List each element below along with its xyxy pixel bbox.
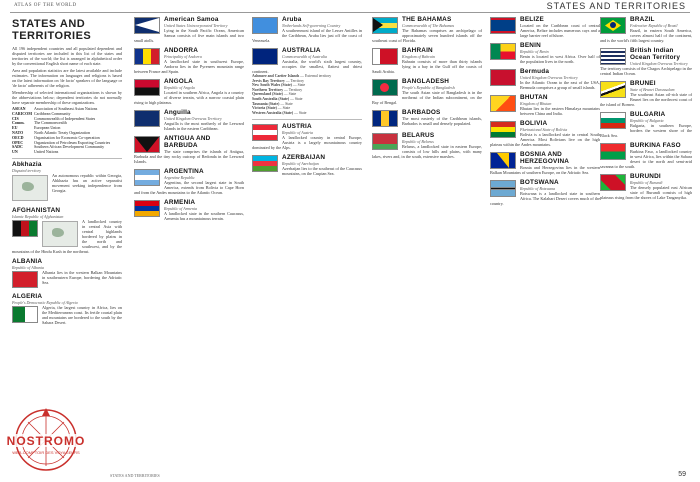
abbr-row: SADC Southern African Development Community xyxy=(12,144,105,150)
entry-australia xyxy=(252,47,362,115)
entry-text: Brazil, in eastern South America, covers almost half of the continent, and is the world's fifth largest country. xyxy=(600,28,692,43)
entry-title: ANGOLA xyxy=(164,78,193,85)
entry-subtitle: Plurinational State of Bolivia xyxy=(520,127,568,132)
entry-title: ALBANIA xyxy=(12,258,43,266)
entry-text: Located on the Caribbean coast of central America, Belize includes numerous cays and a large barrier reef offshore. xyxy=(520,23,600,38)
entry-text: Botswana is a landlocked state in southern Africa. The Kalahari Desert covers much of the country. xyxy=(490,191,600,206)
entry-title: BRUNEI xyxy=(630,80,656,87)
entry-title: AFGHANISTAN xyxy=(12,207,61,215)
entry-title: BHUTAN xyxy=(520,94,548,101)
entry-title: BELIZE xyxy=(520,16,544,23)
entry-andorra xyxy=(134,47,244,74)
flag-anguilla xyxy=(134,110,160,127)
entry-text: The southeast Asian oil-rich state of Brunei lies on the northwest coast of the island of Borneo. xyxy=(600,92,692,107)
flag-bosnia xyxy=(490,152,516,169)
entry-subtitle: Republic of Albania xyxy=(12,265,44,271)
entry-text: Bosnia and Herzegovina lies in the western Balkan Mountains of southern Europe, on the Adriatic Sea. xyxy=(490,165,600,175)
entry-subtitle: Republic of Benin xyxy=(520,49,549,54)
flag-bangladesh xyxy=(372,79,398,96)
entry-subtitle: Islamic Republic of Afghanistan xyxy=(12,214,64,220)
entry-title: BARBADOS xyxy=(402,109,441,116)
abbr-row: CIS Commonwealth of Independent States xyxy=(12,115,96,121)
entry-abkhazia xyxy=(12,161,122,203)
entry-brazil xyxy=(600,16,692,43)
entry-subtitle: Netherlands Self-governing Country xyxy=(282,23,341,28)
entry-subtitle: People's Republic of Bangladesh xyxy=(402,85,455,90)
abbr-row: CARICOM Caribbean Community xyxy=(12,110,71,116)
flag-american-samoa xyxy=(134,17,160,34)
entry-title: BOTSWANA xyxy=(520,179,559,186)
entry-title: ARGENTINA xyxy=(164,168,204,175)
entry-subtitle: Republic of Austria xyxy=(282,129,314,135)
entry-text: Algeria, the largest country in Africa, lies on the Mediterranean coast. Its fertile coastal plain and mountains are bordered to the south by the Sahara Desert. xyxy=(42,305,122,326)
flag-aruba xyxy=(252,17,278,34)
entry-bolivia xyxy=(490,120,600,147)
entry-text: Lying in the South Pacific Ocean, American Samoa consists of five main islands and two small atolls. xyxy=(134,28,244,43)
abbr-row: Comm. The Commonwealth xyxy=(12,120,67,126)
territory-row: Jervis Bay Territory — Territory xyxy=(252,78,304,83)
entry-azerbaijan xyxy=(252,154,362,176)
entry-subtitle: Kingdom of Bhutan xyxy=(520,101,552,106)
entry-text: Argentina, the second largest state in South America, extends from Bolivia to Cape Horn and from the Andes mountains to the Atlantic Ocean. xyxy=(134,180,244,195)
entry-subtitle: State of Brunei Darussalam xyxy=(630,87,675,92)
column-4 xyxy=(372,16,482,471)
territory-row: Ashmore and Cartier Islands — External territory xyxy=(252,74,332,78)
entry-text: The state comprises the islands of Antigua, Barbuda and the tiny rocky outcrop of Redonda in the Leeward Islands. xyxy=(134,149,244,164)
entry-text: A landlocked country in central Asia with central highlands bordered by plains in the north and southwest, and by the mountains of the Hindu Kush in the northeast. xyxy=(12,219,122,255)
entry-title: AUSTRALIA xyxy=(282,47,321,54)
entry-bahrain xyxy=(372,47,482,74)
abbr-row: ASEAN Association of Southeast Asian Nations xyxy=(12,106,98,111)
running-title: ATLAS OF THE WORLD xyxy=(14,3,77,8)
flag-bermuda xyxy=(490,69,516,86)
entry-title: ALGERIA xyxy=(12,293,43,301)
entry-text: Benin is located in west Africa. Over half of the population lives in the north. xyxy=(520,54,600,64)
entry-title: ANTIGUA AND BARBUDA xyxy=(164,135,211,149)
entry-text: Belarus, a landlocked state in eastern Europe, consists of low hills and plains, with many lakes, rivers and, in the south, extensive marshes. xyxy=(372,144,482,159)
intro-paragraph: Membership of selected international organizations is shown by the abbreviations below; dependent territories do not normally have separate membership of these organizations. xyxy=(12,90,122,105)
intro-paragraph: Area and population statistics are the latest available and include estimates. The information on languages and religions is based on the latest information on 'de facto' speakers of the language or 'de facto' adherents of the religion. xyxy=(12,68,122,88)
entry-text: Bahrain consists of more than thirty islands lying in a bay in the Gulf off the coasts of Saudi Arabia. xyxy=(372,59,482,74)
entry-subtitle: Kingdom of Bahrain xyxy=(402,54,435,59)
entry-title: British Indian Ocean Territory xyxy=(630,47,681,61)
column-5 xyxy=(490,16,600,471)
entry-benin xyxy=(490,42,600,64)
territory-row: Northern Territory — Territory xyxy=(252,87,303,92)
entry-bosnia xyxy=(490,151,600,175)
abbr-row: OECD Organisation for Economic Co-operation xyxy=(12,134,100,140)
intro-paragraph: All 196 independent countries and all populated dependent and disputed territories are included in this list of the states and territories of the world; the list is arranged in alphabetical order by the conventional English short name of each state. xyxy=(12,46,122,66)
abbr-row: OPEC Organization of Petroleum Exporting Countries xyxy=(12,139,111,145)
territory-row: South Australia (State) — State xyxy=(252,96,303,101)
territory-row: Western Australia (State) — State xyxy=(252,110,307,115)
flag-bahrain xyxy=(372,48,398,65)
entry-text: Anguilla is the most northerly of the Leeward Islands in the eastern Caribbean. xyxy=(164,121,244,131)
entry-text: The territory consists of the Chagos Archipelago in the central Indian Ocean. xyxy=(600,66,692,76)
flag-brunei xyxy=(600,81,626,98)
nostromo-logo xyxy=(2,394,90,474)
entry-text: Azerbaijan lies to the southeast of the Caucasus mountains, on the Caspian Sea. xyxy=(282,165,362,176)
abbreviation-list xyxy=(12,107,122,155)
flag-afghanistan xyxy=(12,220,38,237)
entry-argentina xyxy=(134,168,244,195)
flag-bhutan xyxy=(490,95,516,112)
entry-subtitle: Principality of Andorra xyxy=(164,54,202,59)
flag-bulgaria xyxy=(600,112,626,129)
entry-antigua xyxy=(134,135,244,164)
entry-bahamas xyxy=(372,16,482,43)
flag-armenia xyxy=(134,200,160,217)
entry-aruba xyxy=(252,16,362,43)
entry-subtitle: United States Unincorporated Territory xyxy=(164,23,228,28)
divider xyxy=(252,119,362,120)
entry-text: The most easterly of the Caribbean islands, Barbados is small and densely populated. xyxy=(402,116,482,126)
entry-title: BAHRAIN xyxy=(402,47,433,54)
column-3 xyxy=(252,16,362,471)
entry-austria xyxy=(252,123,362,150)
entry-title: BENIN xyxy=(520,42,541,49)
entry-text: Albania lies in the western Balkan Mountains in southeastern Europe, bordering the Adriatic Sea. xyxy=(42,270,122,286)
locator-map xyxy=(42,221,78,247)
entry-text: Bulgaria, in southern Europe, borders the western shore of the Black Sea. xyxy=(600,123,692,138)
entry-barbados xyxy=(372,109,482,128)
flag-burundi xyxy=(600,174,626,191)
entry-text: The densely populated east African state of Burundi consists of high plateaus rising from the shores of Lake Tanganyika. xyxy=(600,185,692,200)
flag-burkina-faso xyxy=(600,143,626,160)
flag-andorra xyxy=(134,48,160,65)
entry-biot xyxy=(600,47,692,76)
entry-subtitle: United Kingdom Overseas Territory xyxy=(630,61,688,66)
intro-title: STATES AND TERRITORIES xyxy=(12,18,92,42)
abbr-row: UN United Nations xyxy=(12,149,59,155)
flag-bolivia xyxy=(490,121,516,138)
entry-text: Located in southern Africa, Angola is a country of diverse terrain, with a narrow coastal plain rising to high plateaus. xyxy=(134,90,244,105)
entry-title: American Samoa xyxy=(164,16,219,23)
entry-title: BELARUS xyxy=(402,132,435,139)
entry-title: AUSTRIA xyxy=(282,122,312,130)
territory-list xyxy=(252,74,362,115)
flag-botswana xyxy=(490,180,516,197)
entry-text: Bolivia is a landlocked state in central South America. Most Bolivians live on the high plateau within the Andes mountains. xyxy=(490,132,600,147)
entry-subtitle: Republic of Burundi xyxy=(630,180,663,185)
entry-belize xyxy=(490,16,600,38)
flag-brazil xyxy=(600,17,626,34)
entry-title: BRAZIL xyxy=(630,16,655,23)
entry-text: Bhutan lies in the eastern Himalaya mountains between China and India. xyxy=(520,106,600,116)
flag-algeria xyxy=(12,306,38,323)
locator-map xyxy=(12,175,48,201)
entry-title: Anguilla xyxy=(164,109,191,116)
entry-subtitle: Republic of Belarus xyxy=(402,139,434,144)
entry-subtitle: United Kingdom Overseas Territory xyxy=(520,75,578,80)
entry-subtitle: Commonwealth of The Bahamas xyxy=(402,23,455,28)
entry-title: BURKINA FASO xyxy=(630,142,681,149)
page-number: 59 xyxy=(678,471,686,478)
entry-text: The south Asian state of Bangladesh is in the northeast of the Indian subcontinent, on the Bay of Bengal. xyxy=(372,90,482,105)
flag-biot xyxy=(600,48,626,65)
entry-bulgaria xyxy=(600,111,692,138)
entry-text: A landlocked state in the southern Caucasus, Armenia has a mountainous terrain. xyxy=(164,211,244,221)
entry-bhutan xyxy=(490,94,600,116)
footer-label: STATES AND TERRITORIES xyxy=(110,473,160,478)
territory-row: Tasmania (State) — State xyxy=(252,101,293,106)
entry-subtitle: Republic of Bulgaria xyxy=(630,118,664,123)
flag-benin xyxy=(490,43,516,60)
entry-belarus xyxy=(372,132,482,159)
entry-text: Australia, the world's sixth largest country, occupies the smallest, flattest and driest continent. xyxy=(252,59,362,74)
entry-title: Aruba xyxy=(282,16,302,23)
entry-subtitle: Republic of Angola xyxy=(164,85,195,90)
divider xyxy=(12,158,122,159)
entry-afghanistan xyxy=(12,207,122,254)
intro-text xyxy=(12,46,122,105)
flag-austria xyxy=(252,124,278,141)
territory-row: New South Wales (State) — State xyxy=(252,83,306,88)
entry-text: In the Atlantic Ocean to the east of the USA, Bermuda comprises a group of small islands. xyxy=(520,80,600,90)
entry-subtitle: Republic of Azerbaijan xyxy=(282,160,319,166)
entry-algeria xyxy=(12,293,122,325)
territory-row: Queensland (State) — State xyxy=(252,92,297,97)
entry-american-samoa xyxy=(134,16,244,43)
column-6 xyxy=(600,16,692,471)
entry-text: Burkina Faso, a landlocked country in west Africa, lies within the Sahara desert to the north and semi-arid savanna to the south. xyxy=(600,149,692,169)
flag-argentina xyxy=(134,169,160,186)
entry-brunei xyxy=(600,80,692,107)
entry-title: Abkhazia xyxy=(12,161,42,169)
entry-text: A landlocked country in central Europe, Austria is a largely mountainous country dominated by the Alps. xyxy=(252,134,362,150)
entry-title: BURUNDI xyxy=(630,173,661,180)
entry-text: A landlocked state in southwest Europe, Andorra lies in the Pyrenees mountain range between France and Spain. xyxy=(134,59,244,74)
entry-subtitle: Republic of Armenia xyxy=(164,206,198,211)
entry-title: BOLIVIA xyxy=(520,120,548,127)
flag-azerbaijan xyxy=(252,155,278,172)
entry-subtitle: Commonwealth of Australia xyxy=(282,54,328,59)
flag-barbados xyxy=(372,110,398,127)
header-rule xyxy=(10,12,690,13)
flag-angola xyxy=(134,79,160,96)
flag-antigua xyxy=(134,136,160,153)
column-2 xyxy=(134,16,244,471)
territory-row: Victoria (State) — State xyxy=(252,106,291,111)
entry-title: ARMENIA xyxy=(164,199,196,206)
entry-subtitle: Disputed territory xyxy=(12,168,41,174)
svg-text:WEB-COMPTOIR DES VOYAGEURS: WEB-COMPTOIR DES VOYAGEURS xyxy=(12,450,80,455)
flag-australia xyxy=(252,48,278,65)
entry-albania xyxy=(12,258,122,289)
entry-subtitle: People's Democratic Republic of Algeria xyxy=(12,300,78,306)
entry-subtitle: Federative Republic of Brazil xyxy=(630,23,678,28)
flag-belarus xyxy=(372,133,398,150)
entry-bermuda xyxy=(490,68,600,90)
entry-title: Bermuda xyxy=(520,68,550,75)
section-title: STATES AND TERRITORIES xyxy=(546,1,686,11)
entry-title: BOSNIA AND HERZEGOVINA xyxy=(520,151,570,165)
abbr-row: NATO North Atlantic Treaty Organization xyxy=(12,129,91,135)
page-header xyxy=(0,0,700,15)
entry-text: The Bahamas comprises an archipelago of approximately seven hundred islands off the southeast coast of Florida. xyxy=(372,28,482,43)
entry-title: BANGLADESH xyxy=(402,78,450,85)
entry-burundi xyxy=(600,173,692,200)
svg-text:NOSTROMO: NOSTROMO xyxy=(6,434,86,448)
entry-title: BULGARIA xyxy=(630,111,666,118)
entry-angola xyxy=(134,78,244,105)
entry-subtitle: Republic of Botswana xyxy=(520,186,556,191)
flag-albania xyxy=(12,271,38,288)
entry-text: A southernmost island of the Lesser Antilles in the Caribbean, Aruba lies just off the coast of Venezuela. xyxy=(252,28,362,43)
entry-anguilla xyxy=(134,109,244,131)
entry-burkina-faso xyxy=(600,142,692,169)
abbr-row: EU European Union xyxy=(12,125,61,131)
entry-title: ANDORRA xyxy=(164,47,199,54)
entry-botswana xyxy=(490,179,600,206)
entry-subtitle: Argentine Republic xyxy=(164,175,195,180)
entry-bangladesh xyxy=(372,78,482,105)
entry-text: An autonomous republic within Georgia, Abkhazia has an active separatist movement seeking independence from Georgia. xyxy=(52,173,122,194)
entry-title: THE BAHAMAS xyxy=(402,16,452,23)
flag-bahamas xyxy=(372,17,398,34)
entry-armenia xyxy=(134,199,244,221)
entry-title: AZERBAIJAN xyxy=(282,153,326,161)
entry-subtitle: United Kingdom Overseas Territory xyxy=(164,116,222,121)
flag-belize xyxy=(490,17,516,34)
